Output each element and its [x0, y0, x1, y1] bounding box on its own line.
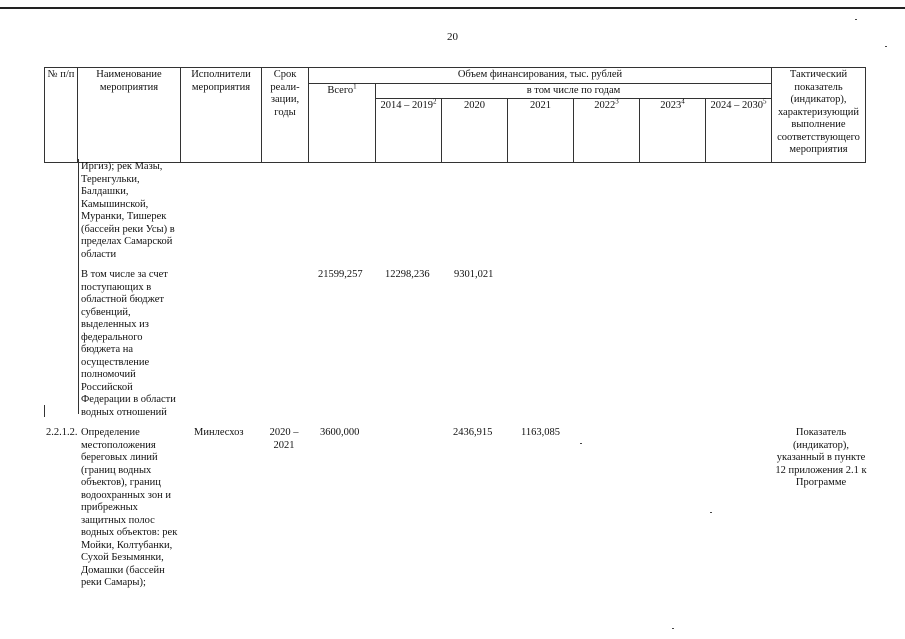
subsidy-total-cell: 21599,257: [318, 269, 363, 280]
scan-speck: [710, 512, 712, 513]
scan-speck: [580, 443, 582, 444]
left-page-border: [44, 405, 45, 417]
scan-speck: [855, 19, 857, 20]
header-executor: Исполнители мероприятия: [181, 68, 262, 163]
item-2020-cell: 2436,915: [453, 427, 493, 438]
table-header: [44, 67, 866, 163]
item-2021-cell: 1163,085: [521, 427, 560, 438]
header-term: Срок реали-зации, годы: [262, 68, 309, 163]
header-year-2020: 2020: [442, 99, 508, 163]
header-year-2024-2030: 2024 – 2030$^5$: [706, 99, 772, 163]
subsidy-name-cell: В том числе за счет поступающих в областной бюджет субвенций, выделенных из федерального бюджета на осуществление полномочий Российской Федерации в области водных отношений: [81, 269, 176, 418]
page-number: 20: [447, 31, 458, 43]
item-name-cell: Определение местоположения береговых линий (границ водных объектов), границ водоохранных зон и прибрежных защитных полос водных объектов: рек Мойки, Колтубанки, Сухой Безымянки, Домашки (бассейн реки Самары);: [81, 427, 178, 588]
header-total: Всего$^1$: [309, 83, 376, 163]
header-funding: Объем финансирования, тыс. рублей: [309, 68, 772, 84]
header-year-2022: 2022$^3$: [574, 99, 640, 163]
left-column-border: [78, 159, 79, 414]
header-name: Наименование мероприятия: [78, 68, 181, 163]
top-border-line: [0, 7, 905, 9]
header-year-2014-2019: 2014 – 2019$^2$: [376, 99, 442, 163]
item-term-cell: 2020 – 2021: [269, 427, 299, 451]
header-year-2021: 2021: [508, 99, 574, 163]
subsidy-2020-cell: 9301,021: [454, 269, 494, 280]
subsidy-2014-2019-cell: 12298,236: [385, 269, 430, 280]
header-indicator: Тактический показатель (индикатор), характеризующий выполнение соответствующего мероприятия: [772, 68, 866, 163]
header-by-years: в том числе по годам: [376, 83, 772, 99]
header-num: № п/п: [45, 68, 78, 163]
item-executor-cell: Минлесхоз: [194, 427, 244, 438]
item-number: 2.2.1.2.: [46, 427, 78, 438]
item-indicator-cell: Показатель (индикатор), указанный в пункте 12 приложения 2.1 к Программе: [775, 427, 867, 488]
header-year-2023: 2023$^4$: [640, 99, 706, 163]
continued-name-cell: Иргиз); рек Мазы, Теренгульки, Балдашки, Камышинской, Муранки, Тишерек (бассейн реки Усы) в пределах Самарской области: [81, 161, 175, 260]
scan-speck: [885, 46, 887, 47]
item-total-cell: 3600,000: [320, 427, 360, 438]
scan-speck: [672, 628, 674, 629]
